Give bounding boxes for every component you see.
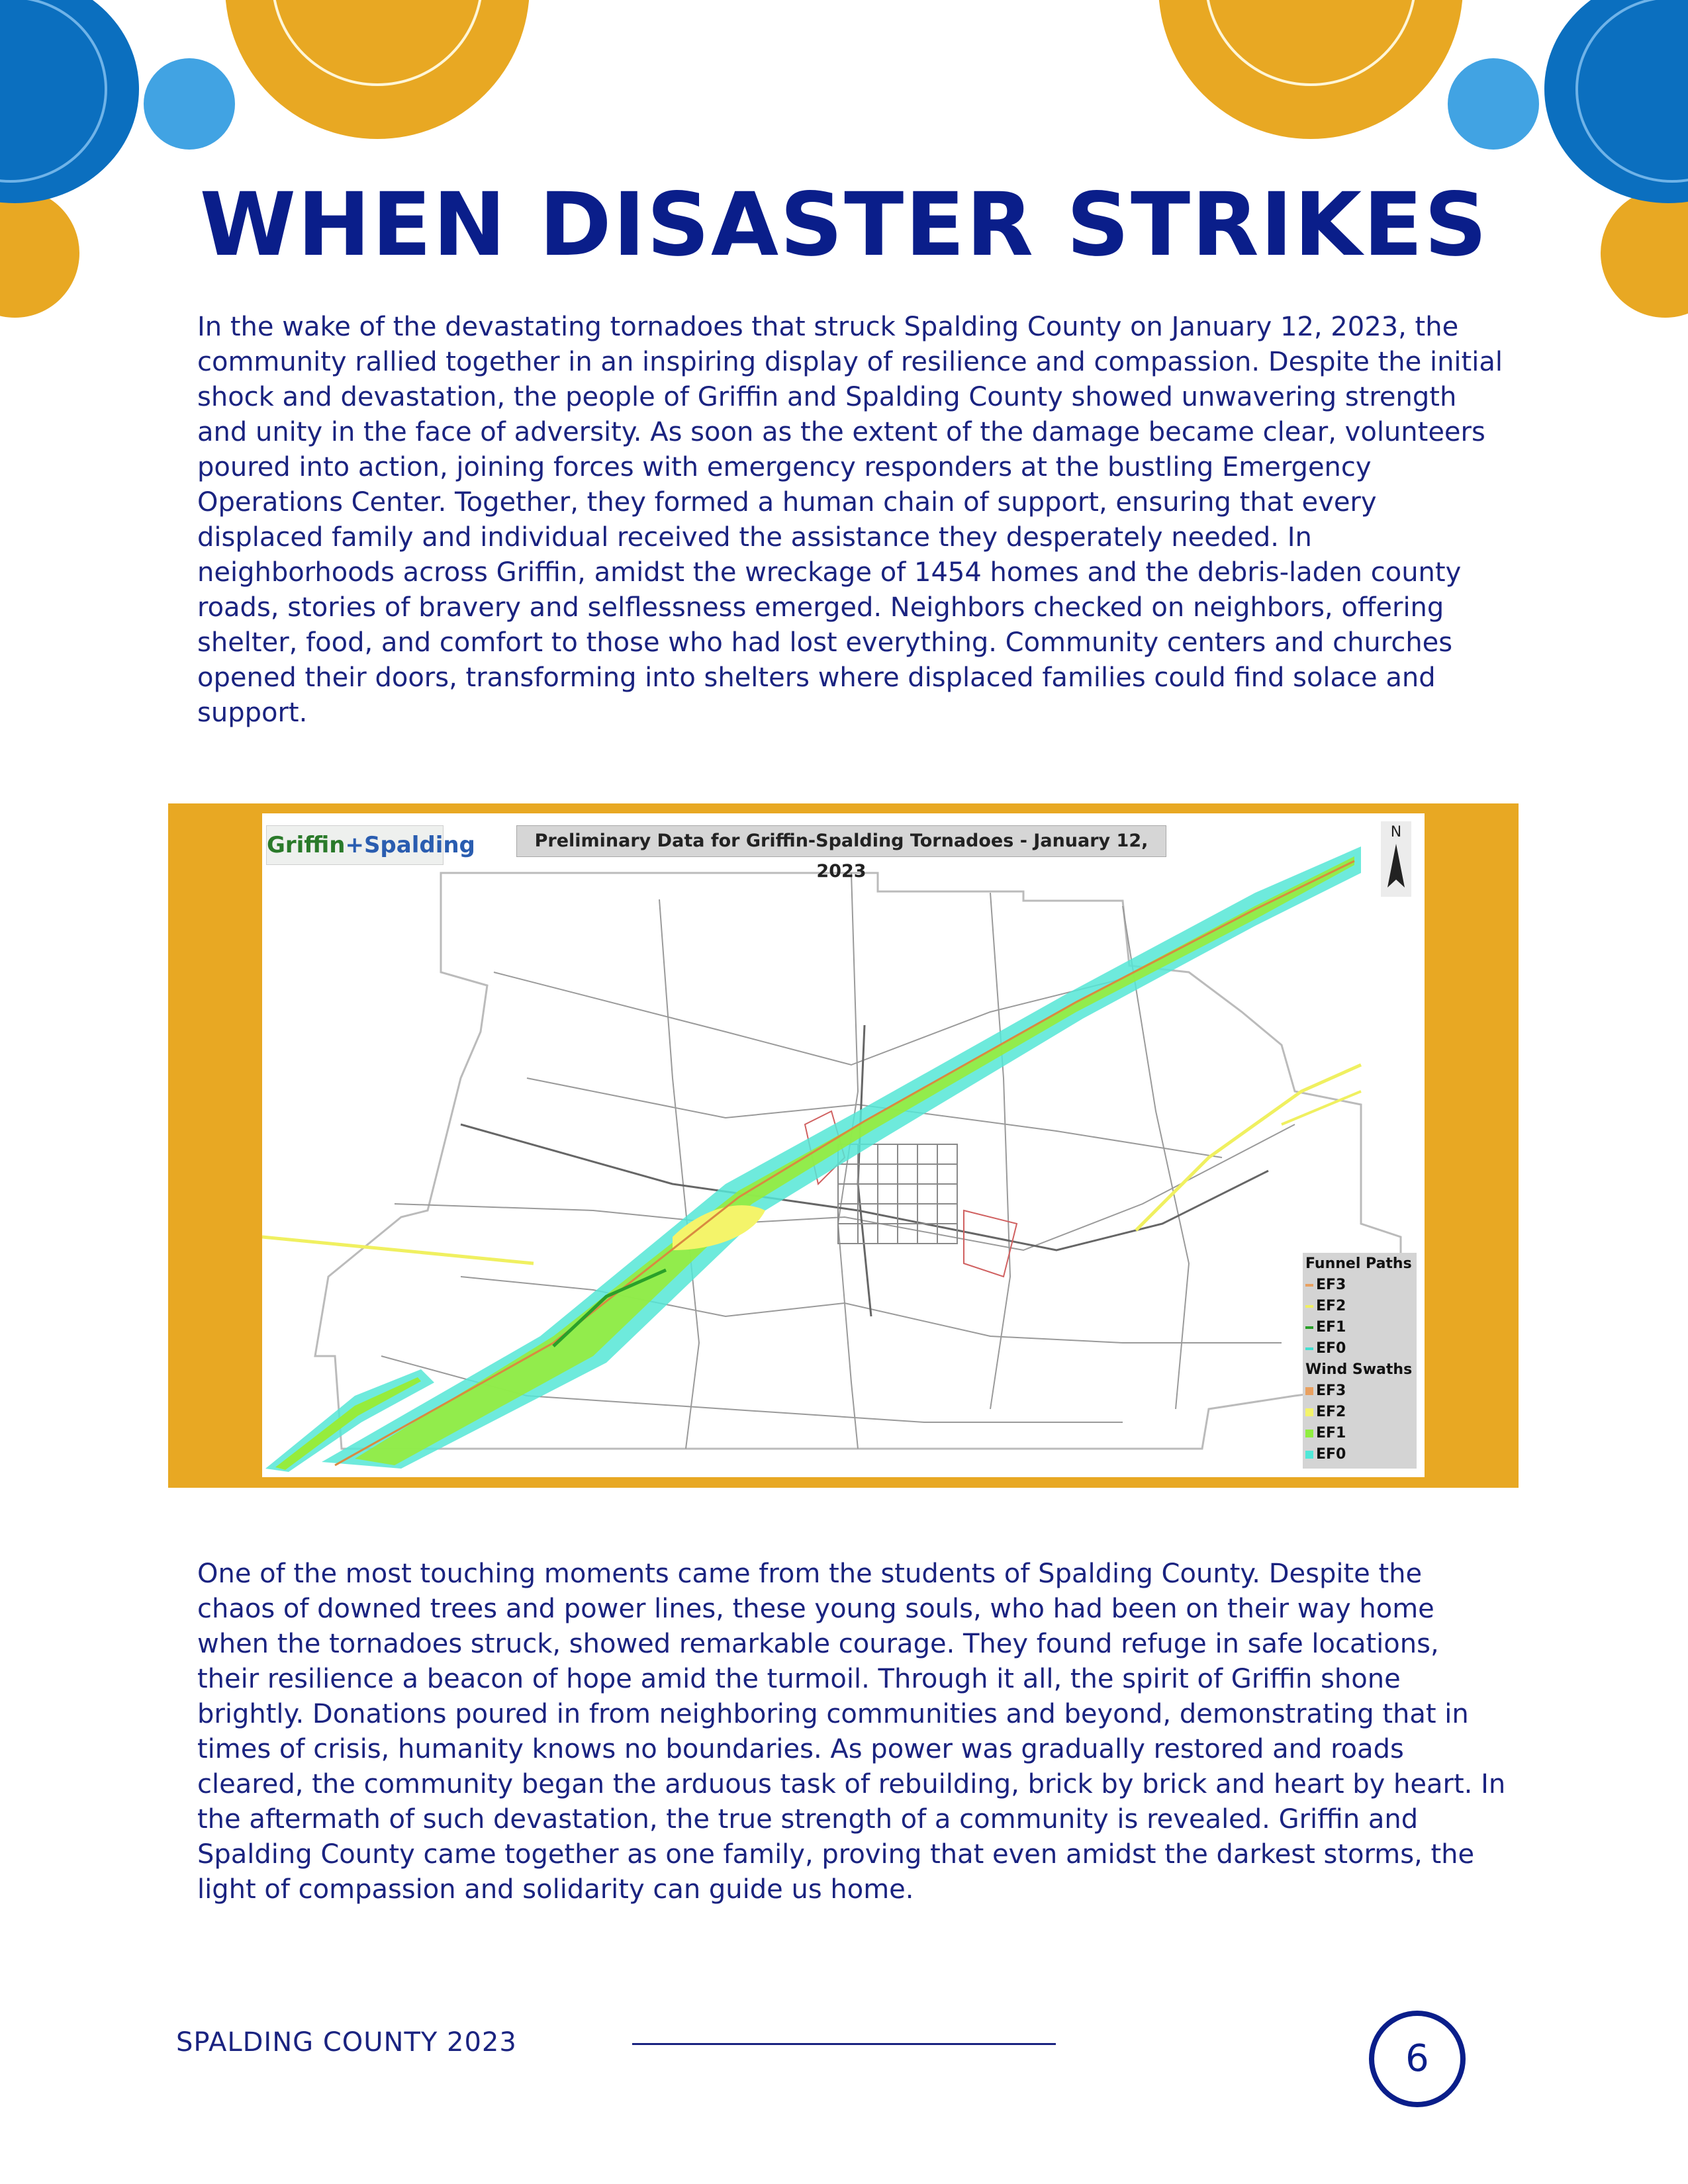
legend-swatch <box>1305 1408 1313 1416</box>
legend-swatch <box>1305 1347 1313 1350</box>
legend-label: EF0 <box>1316 1446 1346 1463</box>
legend-label: EF1 <box>1316 1319 1346 1336</box>
legend-label: EF1 <box>1316 1425 1346 1441</box>
north-label: N <box>1390 824 1402 841</box>
legend-funnel-heading: Funnel Paths <box>1305 1255 1412 1272</box>
north-arrow-graphic <box>1381 821 1411 897</box>
legend-swatch <box>1305 1284 1313 1287</box>
logo-text-spalding: +Spalding <box>345 832 475 858</box>
legend-label: EF3 <box>1316 1277 1346 1293</box>
legend-label: EF0 <box>1316 1340 1346 1357</box>
intro-paragraph: In the wake of the devastating tornadoes that struck Spalding County on January 12, 2023, the community rallied together in an inspiring display of resilience and compassion. Despite the initial shock and devastation, the people of Griffin and Spalding County showed unwavering strength and unity in the face of adversity. As soon as the extent of the damage became clear, volunteers poured into action, joining forces with emergency responders at the bustling Emergency Operations Center. Together, they formed a human chain of support, ensuring that every displaced family and individual received the assistance they desperately needed. In neighborhoods across Griffin, amidst the wreckage of 1454 homes and the debris-laden county roads, stories of bravery and selflessness emerged. Neighbors checked on neighbors, offering shelter, food, and comfort to those who had lost everything. Community centers and churches opened their doors, transforming into shelters where displaced families could find solace and support. <box>197 312 1503 728</box>
legend-funnel-ef3 <box>1305 1277 1346 1293</box>
logo-text-griffin: Griffin <box>267 832 346 858</box>
legend-label: EF2 <box>1316 1298 1346 1314</box>
north-arrow-icon <box>1381 821 1411 897</box>
page-number: 6 <box>1405 2037 1429 2080</box>
legend-swath-ef1 <box>1305 1425 1346 1441</box>
legend-swath-ef2 <box>1305 1404 1346 1420</box>
decor-circle-lightblue-left <box>144 58 235 150</box>
map-title: Preliminary Data for Griffin-Spalding Tornadoes - January 12, 2023 <box>516 825 1166 857</box>
footer-label: SPALDING COUNTY 2023 <box>176 2027 517 2058</box>
legend-funnel-ef0 <box>1305 1340 1346 1357</box>
legend-label: EF2 <box>1316 1404 1346 1420</box>
legend-swath-heading: Wind Swaths <box>1305 1361 1413 1378</box>
page-number-badge <box>1369 2011 1466 2107</box>
page-title: WHEN DISASTER STRIKES <box>199 174 1489 276</box>
legend-funnel-ef1 <box>1305 1319 1346 1336</box>
legend-swatch <box>1305 1430 1313 1437</box>
legend-swath-ef3 <box>1305 1383 1346 1399</box>
legend-label: EF3 <box>1316 1383 1346 1399</box>
legend-swatch <box>1305 1305 1313 1308</box>
griffin-spalding-logo <box>266 825 475 865</box>
legend-swatch <box>1305 1451 1313 1459</box>
map-legend <box>1303 1253 1417 1469</box>
legend-swatch <box>1305 1326 1313 1329</box>
decor-circle-lightblue-right <box>1448 58 1539 150</box>
map-graphic <box>262 813 1425 1477</box>
map-frame <box>168 803 1519 1488</box>
legend-swath-ef0 <box>1305 1446 1346 1463</box>
legend-swatch <box>1305 1387 1313 1395</box>
tornado-map <box>262 813 1425 1477</box>
footer-divider <box>632 2043 1056 2045</box>
legend-funnel-ef2 <box>1305 1298 1346 1314</box>
closing-paragraph: One of the most touching moments came from the students of Spalding County. Despite the chaos of downed trees and power lines, these young souls, who had been on their way home when the tornadoes struck, showed remarkable courage. They found refuge in safe locations, their resilience a beacon of hope amid the turmoil. Through it all, the spirit of Griffin shone brightly. Donations poured in from neighboring communities and beyond, demonstrating that in times of crisis, humanity knows no boundaries. As power was gradually restored and roads cleared, the community began the arduous task of rebuilding, brick by brick and heart by heart. In the aftermath of such devastation, the true strength of a community is revealed. Griffin and Spalding County came together as one family, proving that even amidst the darkest storms, the light of compassion and solidarity can guide us home. <box>197 1559 1506 1905</box>
